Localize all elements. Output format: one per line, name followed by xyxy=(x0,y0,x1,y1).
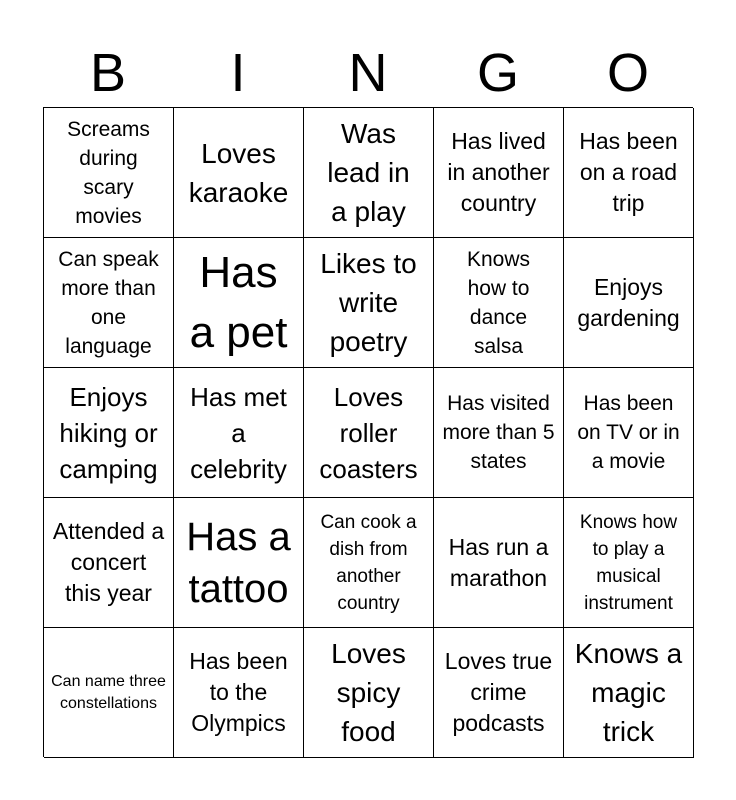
bingo-cell xyxy=(304,108,434,238)
bingo-cell-text: Has lived in another country xyxy=(447,128,550,216)
bingo-cell xyxy=(174,498,304,628)
bingo-cell-text: Knows how to dance salsa xyxy=(466,247,531,358)
bingo-cell xyxy=(304,368,434,498)
bingo-cell xyxy=(564,498,694,628)
bingo-cell xyxy=(174,628,304,758)
bingo-cell xyxy=(564,628,694,758)
bingo-cell xyxy=(564,108,694,238)
bingo-cell-text: Loves true crime podcasts xyxy=(444,648,553,736)
bingo-cell-text: Can name three constellations xyxy=(51,672,166,712)
bingo-cell xyxy=(434,238,564,368)
header-letter-o: O xyxy=(606,43,649,103)
header-letter-b: B xyxy=(89,43,127,103)
bingo-cell xyxy=(304,238,434,368)
header-letter-g: G xyxy=(476,43,519,103)
bingo-cell xyxy=(564,238,694,368)
bingo-cell xyxy=(44,498,174,628)
bingo-cell-text: Likes to write poetry xyxy=(320,248,417,357)
bingo-cell-text: Loves spicy food xyxy=(331,638,406,747)
bingo-cell xyxy=(434,628,564,758)
bingo-cell xyxy=(434,368,564,498)
bingo-cell-text: Enjoys gardening xyxy=(577,273,680,331)
bingo-cell-text: Has a tattoo xyxy=(186,514,291,611)
header-letter-n: N xyxy=(348,43,388,103)
bingo-cell xyxy=(174,108,304,238)
bingo-cell xyxy=(44,368,174,498)
bingo-cell-text: Loves roller coasters xyxy=(319,381,418,484)
header-letter-i: I xyxy=(230,43,246,103)
bingo-cell-text: Has been on a road trip xyxy=(579,128,678,216)
bingo-cell xyxy=(434,498,564,628)
bingo-header xyxy=(43,40,693,106)
bingo-cell xyxy=(434,108,564,238)
bingo-cell xyxy=(304,498,434,628)
bingo-cell-text: Loves karaoke xyxy=(188,137,289,208)
bingo-cell xyxy=(44,238,174,368)
bingo-cell-text: Has been on TV or in a movie xyxy=(577,392,680,473)
bingo-cell-text: Has run a marathon xyxy=(448,533,549,591)
bingo-cell-text: Has been to the Olympics xyxy=(189,648,288,736)
bingo-cell xyxy=(564,368,694,498)
bingo-cell xyxy=(174,238,304,368)
bingo-cell xyxy=(174,368,304,498)
bingo-cell-text: Enjoys hiking or camping xyxy=(59,381,158,484)
bingo-cell-text: Can cook a dish from another country xyxy=(320,511,417,614)
bingo-cell xyxy=(44,108,174,238)
bingo-cell-text: Screams during scary movies xyxy=(67,117,150,228)
bingo-cell-text: Has a pet xyxy=(189,247,288,357)
bingo-cell-text: Can speak more than one language xyxy=(58,247,159,358)
bingo-cell-text: Was lead in a play xyxy=(327,118,410,227)
bingo-cell-text: Has met a celebrity xyxy=(190,381,287,484)
bingo-cell-text: Knows how to play a musical instrument xyxy=(579,511,678,614)
bingo-cell xyxy=(304,628,434,758)
bingo-cell-text: Attended a concert this year xyxy=(52,518,165,606)
bingo-cell-text: Knows a magic trick xyxy=(574,638,683,747)
bingo-cell-text: Has visited more than 5 states xyxy=(442,392,555,473)
bingo-grid xyxy=(43,107,693,757)
bingo-cell xyxy=(44,628,174,758)
